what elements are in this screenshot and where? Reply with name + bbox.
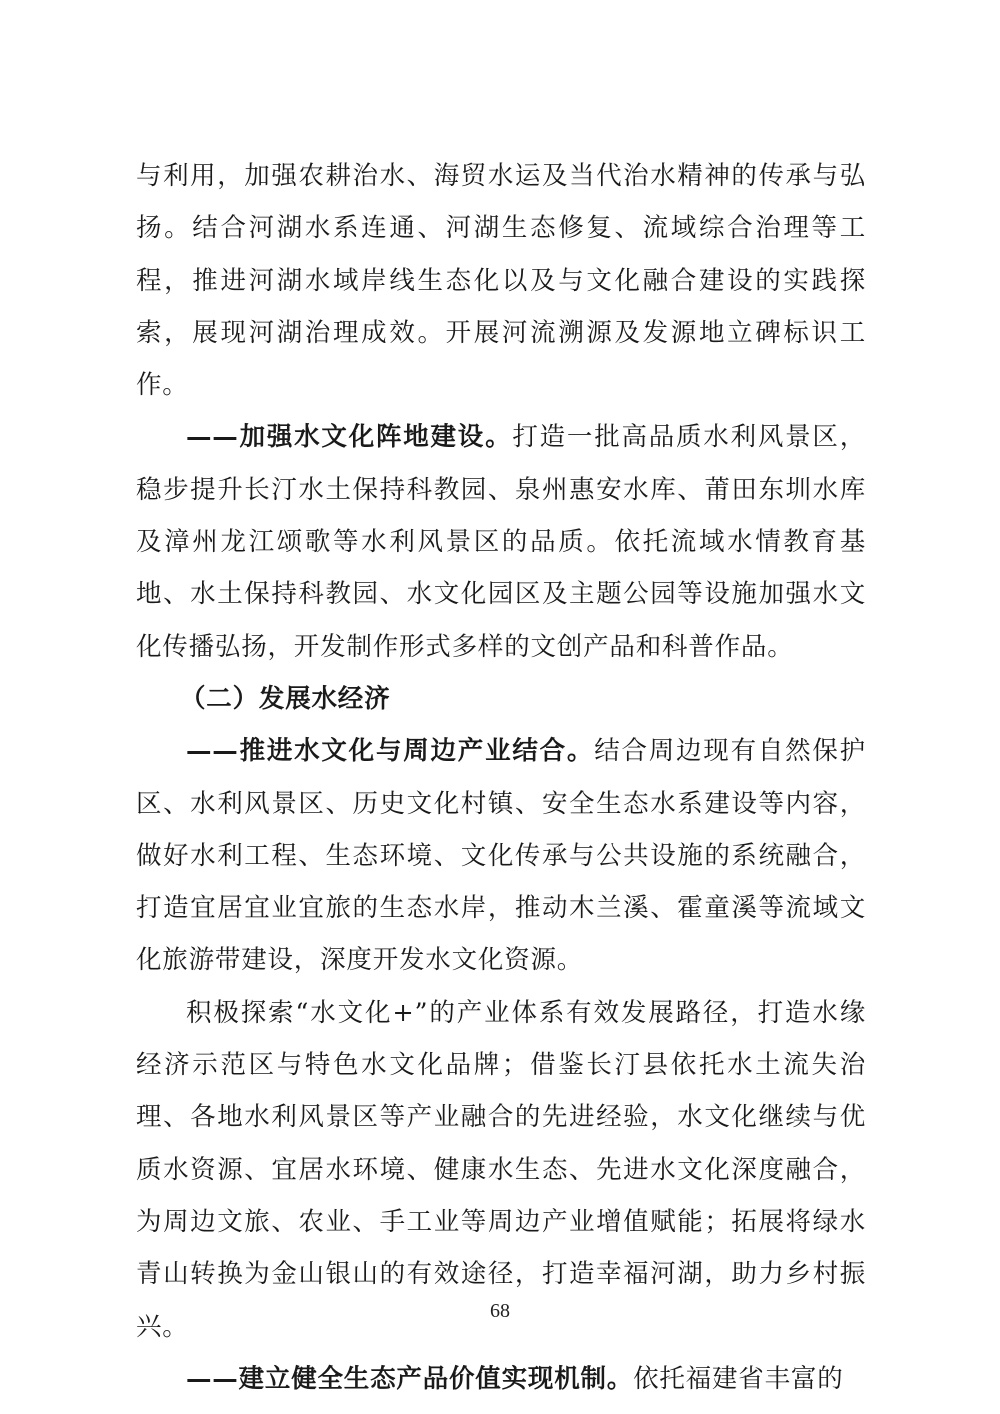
paragraph-text: 打造一批高品质水利风景区，稳步提升长汀水土保持科教园、泉州惠安水库、莆田东圳水库及漳州龙江颂歌等水利风景区的品质。依托流域水情教育基地、水土保持科教园、水文化园区及主题公园等设施加强水文化传播弘扬，开发制作形式多样的文创产品和科普作品。	[136, 422, 866, 662]
paragraph-text: 积极探索“水文化+”的产业体系有效发展路径，打造水缘经济示范区与特色水文化品牌；借鉴长汀县依托水土流失治理、各地水利风景区等产业融合的先进经验，水文化继续与优质水资源、宜居水环境、健康水生态、先进水文化深度融合，为周边文旅、农业、手工业等周边产业增值赋能；拓展将绿水青山转换为金山银山的有效途径，打造幸福河湖，助力乡村振兴。	[136, 997, 866, 1342]
paragraph-text: 结合周边现有自然保护区、水利风景区、历史文化村镇、安全生态水系建设等内容，做好水利工程、生态环境、文化传承与公共设施的系统融合，打造宜居宜业宜旅的生态水岸，推动木兰溪、霍童溪等流域文化旅游带建设，深度开发水文化资源。	[136, 736, 866, 976]
paragraph-industry-integration	[136, 725, 866, 986]
paragraph-water-culture-base	[136, 411, 866, 672]
body-text	[136, 150, 866, 1405]
section-heading: （二）发展水经济	[180, 683, 391, 714]
paragraph-continuation	[136, 150, 866, 411]
paragraph-eco-product-value	[136, 1353, 866, 1405]
paragraph-lead: ——推进水文化与周边产业结合。	[186, 736, 595, 767]
paragraph-text: 与利用，加强农耕治水、海贸水运及当代治水精神的传承与弘扬。结合河湖水系连通、河湖生态修复、流域综合治理等工程，推进河湖水域岸线生态化以及与文化融合建设的实践探索，展现河湖治理成效。开展河流溯源及发源地立碑标识工作。	[136, 161, 866, 401]
paragraph-water-culture-plus	[136, 987, 866, 1353]
paragraph-lead: ——加强水文化阵地建设。	[186, 422, 513, 453]
paragraph-text: 依托福建省丰富的	[633, 1363, 844, 1394]
page-number: 68	[490, 1300, 510, 1322]
paragraph-lead: ——建立健全生态产品价值实现机制。	[186, 1363, 634, 1394]
